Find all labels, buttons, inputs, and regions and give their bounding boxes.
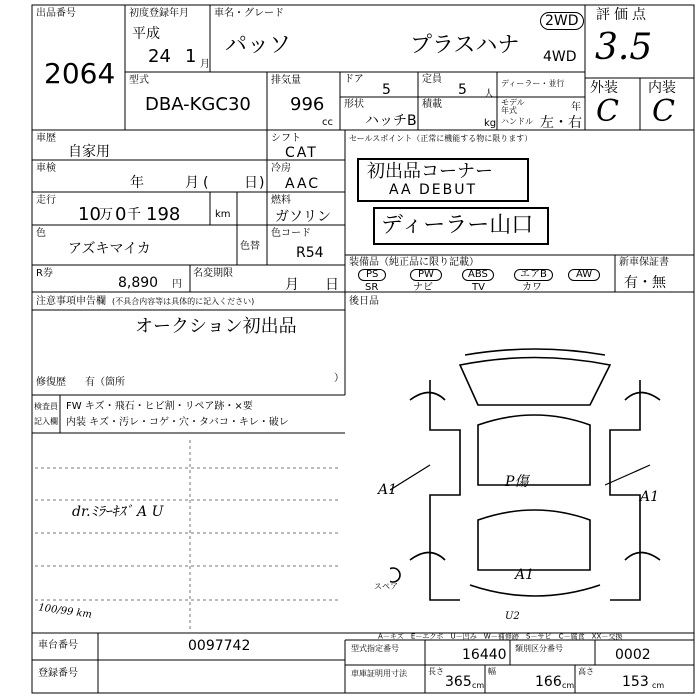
checker-line-1: FW キズ・飛石・ヒビ割・リペア跡・×要 bbox=[66, 401, 253, 412]
debut-stamp-line1: 初出品コーナー bbox=[367, 161, 493, 182]
shift-value: CAT bbox=[285, 145, 318, 161]
designation-label: 型式指定番号 bbox=[351, 644, 399, 653]
drive-2wd: 2WD bbox=[540, 12, 584, 30]
inspection-open: ( bbox=[203, 175, 209, 191]
interior-label: 内装 bbox=[648, 80, 676, 96]
mileage-sen: 0 bbox=[115, 204, 127, 225]
length-value: 365 bbox=[445, 674, 472, 690]
equipment-item-sr: SR bbox=[365, 282, 379, 293]
mileage-rest: 198 bbox=[146, 204, 181, 225]
length-unit: cm bbox=[472, 681, 485, 690]
handle-value: 左・右 bbox=[540, 115, 582, 131]
after-equipment-label: 後日品 bbox=[349, 296, 379, 307]
model-label: 型式 bbox=[129, 75, 149, 86]
color-code-value: R54 bbox=[296, 245, 324, 261]
mileage-sen-unit: 千 bbox=[127, 207, 141, 223]
checker-line-2: 内装 キズ・汚レ・コゲ・穴・タバコ・キレ・破レ bbox=[66, 417, 289, 428]
handwritten-odometer: 100/99 km bbox=[37, 602, 93, 621]
first-reg-era: 平成 bbox=[132, 26, 160, 42]
car-grade: プラスハナ bbox=[410, 33, 520, 58]
doors-value: 5 bbox=[382, 82, 391, 98]
model-year-label-2: 年式 bbox=[501, 106, 517, 115]
history-value: 自家用 bbox=[68, 144, 110, 160]
displacement-value: 996 bbox=[290, 94, 325, 115]
capacity-label: 定員 bbox=[422, 74, 442, 85]
shift-label: シフト bbox=[271, 133, 301, 144]
load-unit: kg bbox=[484, 118, 497, 129]
car-diagram bbox=[390, 345, 680, 635]
mileage-man: 10 bbox=[78, 204, 101, 225]
diagram-mark-right: A1 bbox=[640, 489, 660, 505]
repair-close: ） bbox=[334, 373, 344, 384]
exterior-label: 外装 bbox=[590, 80, 618, 96]
notes-sub: (不具合内容等は具体的に記入ください) bbox=[112, 297, 255, 306]
equipment-item-pw: PW bbox=[410, 269, 442, 281]
shape-value: ハッチB bbox=[365, 113, 417, 129]
height-value: 153 bbox=[622, 674, 649, 690]
recycle-label: R券 bbox=[36, 268, 53, 279]
color-label: 色 bbox=[36, 228, 46, 239]
equipment-item-navi: ナビ bbox=[413, 282, 433, 293]
car-name: パッソ bbox=[225, 33, 292, 58]
damage-legend: A－キズ E－エクボ U－凹み W－補修跡 S－サビ C－腐食 XX－交換 bbox=[378, 632, 623, 641]
registration-label: 登録番号 bbox=[38, 668, 78, 679]
model-year-label-1: モデル bbox=[501, 98, 525, 107]
model-year-unit: 年 bbox=[571, 102, 581, 113]
class-label: 類別区分番号 bbox=[515, 644, 563, 653]
ac-value: AAC bbox=[285, 176, 321, 192]
history-label: 車歴 bbox=[36, 133, 56, 144]
first-reg-month-unit: 月 bbox=[200, 59, 210, 70]
equipment-item-airbag: エアB bbox=[514, 269, 553, 281]
model-value: DBA-KGC30 bbox=[145, 94, 251, 115]
length-label: 長さ bbox=[428, 667, 444, 676]
mileage-man-unit: 万 bbox=[99, 207, 113, 223]
recycle-unit: 円 bbox=[172, 279, 182, 290]
warranty-value: 有・無 bbox=[624, 275, 666, 291]
equipment-label: 装備品（純正品に限り記載） bbox=[349, 257, 479, 268]
reg-deadline-day: 日 bbox=[325, 277, 339, 293]
diagram-mark-left: A1 bbox=[378, 482, 398, 498]
chassis-value: 0097742 bbox=[188, 638, 251, 654]
equipment-item-aw: AW bbox=[568, 269, 600, 281]
first-reg-label: 初度登録年月 bbox=[129, 8, 189, 19]
dealer-stamp-text: ディーラー山口 bbox=[381, 213, 534, 238]
inspection-month-unit: 月 bbox=[185, 175, 199, 191]
color-change-label: 色替 bbox=[240, 241, 260, 252]
fuel-value: ガソリン bbox=[275, 209, 331, 225]
dealer-label: ディーラー・並行 bbox=[501, 79, 565, 88]
capacity-unit: 人 bbox=[484, 89, 494, 100]
first-reg-year: 24 bbox=[148, 46, 171, 67]
width-label: 幅 bbox=[488, 667, 496, 676]
equipment-item-ps: PS bbox=[358, 269, 386, 281]
sales-point-label: セールスポイント（正常に機能する物に限ります） bbox=[349, 134, 533, 143]
reg-deadline-label: 名変期限 bbox=[193, 268, 233, 279]
dealer-stamp bbox=[373, 207, 549, 245]
first-reg-month: 1 bbox=[185, 46, 197, 67]
debut-stamp-line2: AA DEBUT bbox=[389, 182, 478, 198]
shape-label: 形状 bbox=[344, 99, 364, 110]
height-label: 高さ bbox=[578, 667, 594, 676]
inspection-day-unit: 日 bbox=[244, 175, 258, 191]
repair-value: 有（箇所 bbox=[85, 377, 125, 388]
interior-grade: C bbox=[652, 94, 675, 129]
displacement-unit: cc bbox=[322, 117, 333, 128]
equipment-item-abs: ABS bbox=[462, 269, 494, 281]
inspection-close: ) bbox=[259, 175, 265, 191]
diagram-mark-rear: A1 bbox=[515, 567, 535, 583]
diagram-mark-bottom: U2 bbox=[505, 611, 520, 622]
rating-label: 評価点 bbox=[596, 7, 650, 23]
dims-label: 車庫証明用寸法 bbox=[351, 669, 407, 678]
debut-stamp bbox=[357, 158, 529, 202]
mileage-label: 走行 bbox=[36, 195, 56, 206]
spare-label: スペア bbox=[374, 582, 398, 591]
diagram-mark-roof: P傷 bbox=[505, 474, 529, 490]
mileage-unit: km bbox=[215, 209, 231, 220]
notes-text: オークション初出品 bbox=[135, 316, 297, 337]
checker-label-2: 記入欄 bbox=[34, 417, 58, 426]
checker-label-1: 検査員 bbox=[34, 402, 58, 411]
equipment-item-tv: TV bbox=[472, 282, 485, 293]
designation-value: 16440 bbox=[462, 647, 507, 663]
doors-label: ドア bbox=[344, 74, 364, 85]
lot-label: 出品番号 bbox=[36, 8, 76, 19]
notes-label: 注意事項申告欄 bbox=[36, 296, 106, 307]
handwritten-note: dr.ﾐﾗｰｷｽﾞ A U bbox=[72, 504, 164, 520]
inspection-year-unit: 年 bbox=[130, 175, 144, 191]
warranty-label: 新車保証書 bbox=[619, 257, 669, 268]
class-value: 0002 bbox=[615, 647, 651, 663]
equipment-item-leather: カワ bbox=[522, 282, 542, 293]
ac-label: 冷房 bbox=[271, 163, 291, 174]
repair-label: 修復歴 bbox=[36, 377, 66, 388]
lot-number: 2064 bbox=[44, 57, 116, 90]
width-value: 166 bbox=[535, 674, 562, 690]
height-unit: cm bbox=[652, 681, 665, 690]
color-value: アズキマイカ bbox=[68, 241, 151, 257]
drive-4wd: 4WD bbox=[543, 49, 577, 65]
inspection-label: 車検 bbox=[36, 163, 56, 174]
exterior-grade: C bbox=[596, 94, 619, 129]
load-label: 積載 bbox=[422, 99, 442, 110]
fuel-label: 燃料 bbox=[271, 195, 291, 206]
handle-label: ハンドル bbox=[501, 117, 533, 126]
recycle-value: 8,890 bbox=[118, 275, 159, 291]
color-code-label: 色コード bbox=[271, 228, 311, 239]
rating-score: 3.5 bbox=[595, 27, 653, 68]
chassis-label: 車台番号 bbox=[38, 640, 78, 651]
width-unit: cm bbox=[562, 681, 575, 690]
reg-deadline-month: 月 bbox=[285, 277, 299, 293]
car-label: 車名・グレード bbox=[214, 8, 284, 19]
displacement-label: 排気量 bbox=[271, 75, 301, 86]
capacity-value: 5 bbox=[458, 82, 467, 98]
